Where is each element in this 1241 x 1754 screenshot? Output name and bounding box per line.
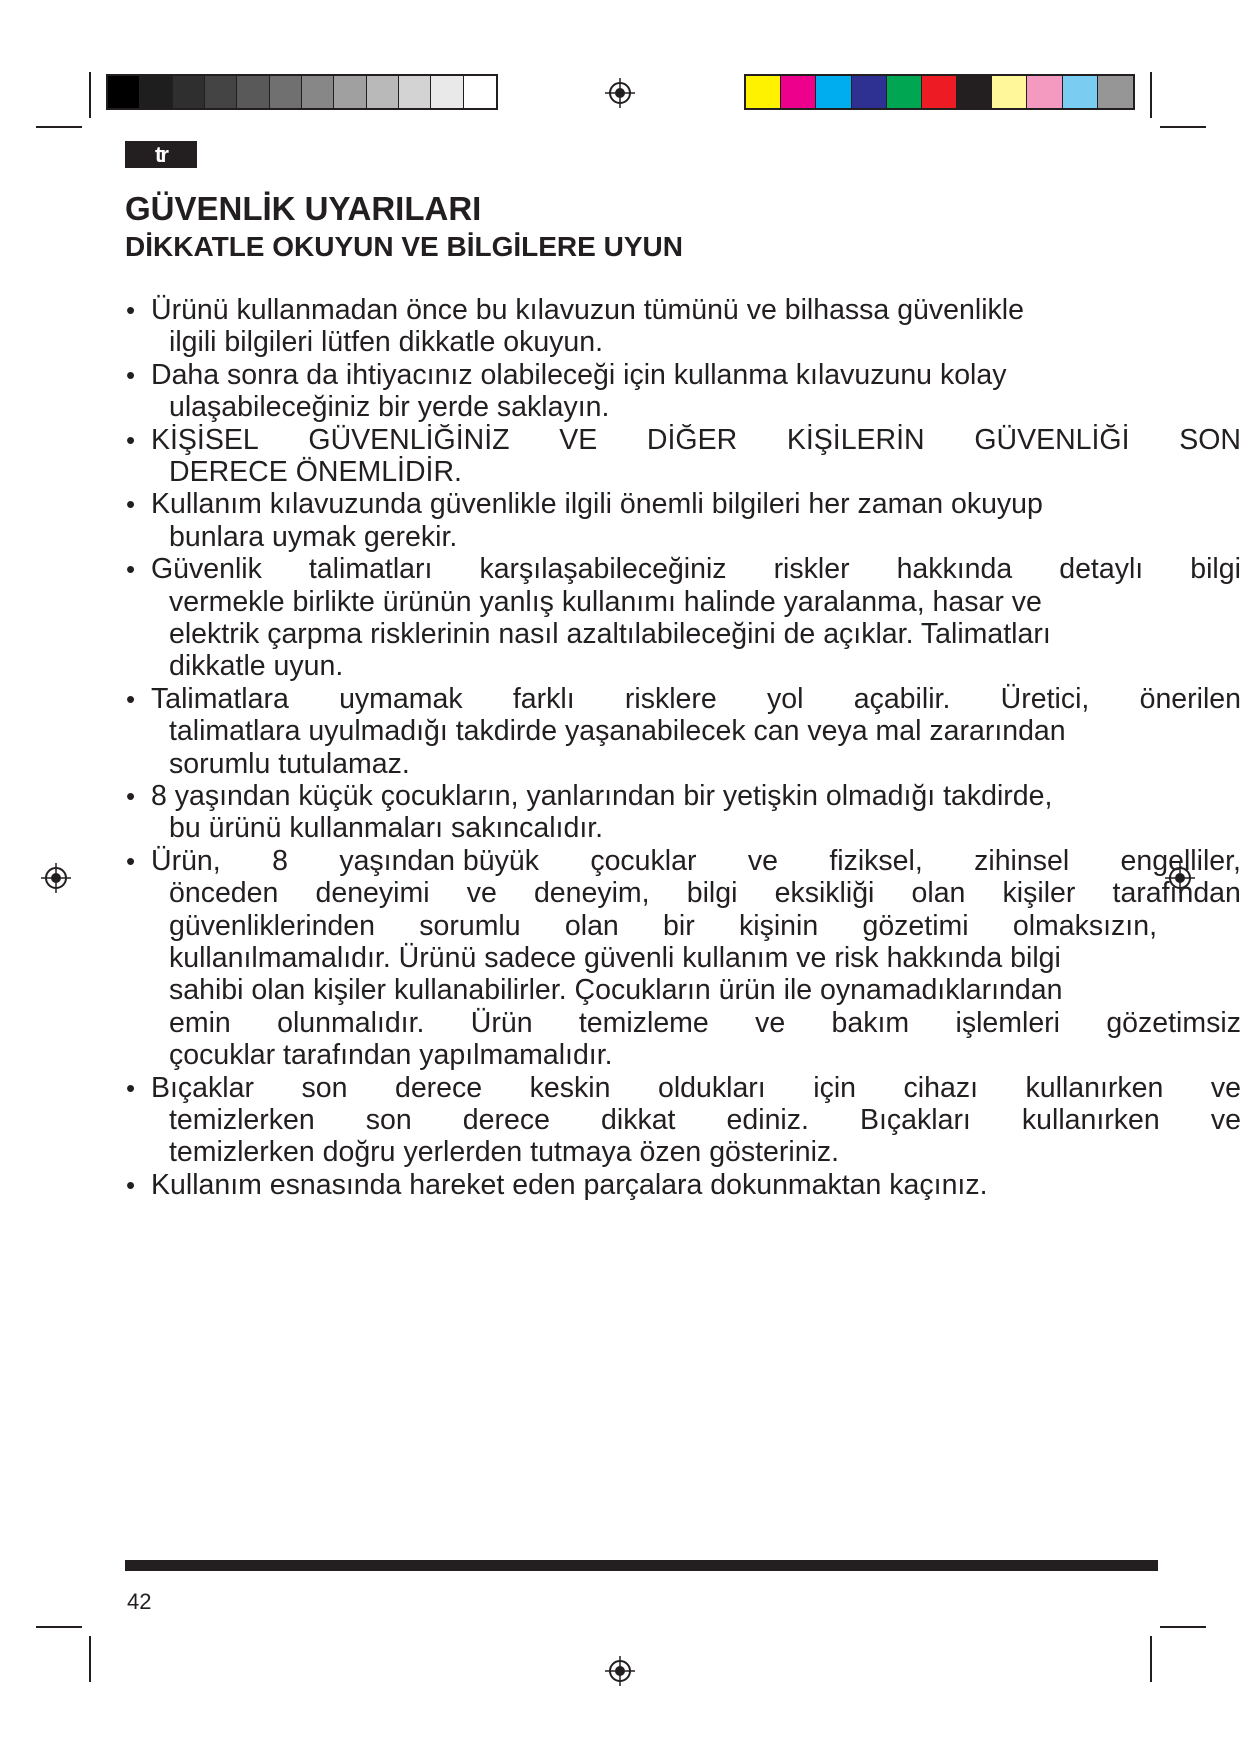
text-segment: kullanılmamalıdır. Ürünü sadece güvenli kullanım ve risk hakkında bilgi [169, 942, 1061, 974]
page-title: GÜVENLİK UYARILARI [125, 190, 482, 227]
text-segment: farklı [512, 682, 575, 715]
warning-item-line [169, 812, 603, 845]
warning-item-line [169, 877, 1241, 910]
warning-item-line [169, 521, 457, 554]
warning-item-line [169, 1104, 1241, 1137]
text-segment: emin [169, 1006, 231, 1039]
text-segment: gözetimsiz [1106, 1006, 1241, 1039]
text-segment: deneyimi [315, 877, 430, 910]
text-segment: DİĞER [646, 423, 738, 456]
text-segment: bilgi [686, 877, 738, 910]
text-segment: 8 yaşından küçük çocukların, yanlarından bir yetişkin olmadığı takdirde, [151, 780, 1053, 812]
text-segment: DERECE ÖNEMLİDİR. [169, 456, 462, 488]
text-segment: temizlerken doğru yerlerden tutmaya özen gösteriniz. [169, 1136, 840, 1169]
text-segment: Talimatlara [151, 682, 289, 715]
text-segment: Kullanım kılavuzunda güvenlikle ilgili önemli bilgileri her zaman okuyup [151, 488, 1043, 521]
text-segment: KİŞİLERİN [786, 423, 925, 456]
bullet-marker: • [126, 359, 136, 390]
text-segment: temizlerken [169, 1104, 315, 1136]
text-segment: kullanırken [1021, 1104, 1160, 1136]
warning-item-line [169, 974, 1062, 1007]
text-segment: oldukları [657, 1071, 766, 1104]
warning-item-first-line [151, 294, 1024, 327]
text-segment: karşılaşabileceğiniz [479, 553, 727, 586]
text-segment: Üretici, [1000, 682, 1090, 715]
bullet-marker: • [126, 489, 136, 520]
warning-item-line [169, 748, 410, 781]
text-segment: Bıçaklar [151, 1071, 254, 1104]
warning-item-line [169, 326, 603, 359]
text-segment: çocuklar tarafından yapılmamalıdır. [169, 1039, 613, 1072]
text-segment: kullanırken [1025, 1071, 1164, 1104]
text-segment: 8 [272, 844, 288, 877]
text-segment: olan [564, 909, 619, 942]
bullet-marker: • [126, 781, 136, 811]
text-segment: temizleme [578, 1006, 709, 1039]
text-segment: son [301, 1071, 348, 1104]
text-segment: önerilen [1139, 682, 1241, 715]
warning-item-first-line [151, 1072, 1241, 1105]
text-segment: yaşından büyük [339, 844, 539, 877]
text-segment: deneyim, [533, 877, 650, 910]
text-segment: SON [1179, 423, 1241, 456]
text-segment: için [813, 1071, 857, 1104]
bullet-marker: • [126, 1169, 136, 1200]
footer-rule [125, 1560, 1158, 1571]
text-segment: ve [747, 844, 778, 877]
text-segment: ediniz. [726, 1104, 809, 1136]
text-segment: KİŞİSEL [151, 423, 259, 456]
bullet-marker: • [126, 845, 136, 876]
text-segment: kişinin [739, 909, 819, 942]
warning-item-first-line [151, 359, 1006, 392]
text-segment: işlemleri [955, 1006, 1060, 1039]
bullet-marker: • [126, 683, 136, 714]
text-segment: talimatları [308, 553, 433, 586]
text-segment: olan [911, 877, 966, 910]
text-segment: dikkat [601, 1104, 676, 1136]
text-segment: Güvenlik [151, 553, 262, 586]
bullet-marker: • [126, 1072, 136, 1103]
warning-item-first-line [151, 1169, 988, 1202]
warning-item-first-line [151, 845, 1241, 878]
text-segment: ulaşabileceğiniz bir yerde saklayın. [169, 391, 610, 424]
text-segment: ve [1210, 1071, 1241, 1104]
text-segment: engelliler, [1120, 844, 1241, 877]
bullet-marker: • [126, 554, 136, 585]
text-segment: cihazı [903, 1071, 978, 1104]
warning-item-line [169, 715, 1066, 748]
text-segment: elektrik çarpma risklerinin nasıl azaltılabileceğini de açıklar. Talimatları [169, 618, 1051, 650]
warning-item-line [169, 910, 1157, 943]
text-segment: vermekle birlikte ürünün yanlış kullanımı halinde yaralanma, hasar ve [169, 585, 1042, 618]
text-segment: ve [466, 877, 497, 910]
text-segment: sahibi olan kişiler kullanabilirler. Çocukların ürün ile oynamadıklarından [169, 974, 1063, 1007]
text-segment: riskler [773, 553, 850, 586]
text-segment: talimatlara uyulmadığı takdirde yaşanabilecek can veya mal zararından [169, 715, 1066, 748]
text-segment: Kullanım esnasında hareket eden parçalara dokunmaktan kaçınız. [151, 1168, 988, 1201]
text-segment: Ürün, [151, 844, 221, 877]
text-segment: bir [663, 909, 695, 942]
bullet-marker: • [126, 295, 136, 325]
warning-item-first-line [151, 488, 1043, 521]
text-segment: risklere [624, 682, 717, 715]
warning-item-line [169, 650, 343, 683]
warning-item-line [169, 1136, 839, 1169]
text-segment: dikkatle uyun. [169, 650, 344, 683]
page-subtitle: DİKKATLE OKUYUN VE BİLGİLERE UYUN [125, 231, 683, 262]
text-segment: uymamak [339, 682, 463, 715]
text-segment: son [365, 1104, 412, 1136]
text-segment: detaylı [1059, 553, 1144, 586]
text-segment: güvenliklerinden [169, 909, 375, 942]
text-segment: VE [559, 423, 598, 456]
text-segment: kişiler [1002, 877, 1076, 910]
text-segment: ilgili bilgileri lütfen dikkatle okuyun. [169, 326, 604, 359]
bullet-marker: • [126, 424, 136, 455]
warning-item-line [169, 1039, 613, 1072]
text-segment: GÜVENLİĞİ [974, 423, 1130, 456]
text-segment: Ürün [470, 1006, 533, 1039]
text-segment: Daha sonra da ihtiyacınız olabileceği için kullanma kılavuzunu kolay [151, 358, 1007, 391]
text-segment: bunlara uymak gerekir. [169, 520, 458, 553]
page-number: 42 [127, 1589, 152, 1614]
warning-item-line [169, 586, 1042, 619]
text-segment: Ürünü kullanmadan önce bu kılavuzun tümünü ve bilhassa güvenlikle [151, 294, 1024, 326]
text-segment: keskin [529, 1071, 611, 1104]
text-segment: zihinsel [974, 844, 1070, 877]
warning-item-first-line [151, 553, 1241, 586]
warning-item-line [169, 618, 1051, 651]
text-segment: ve [755, 1006, 786, 1039]
text-segment: bilgi [1190, 553, 1241, 586]
text-segment: önceden [169, 877, 279, 910]
text-segment: GÜVENLİĞİNİZ [308, 423, 510, 456]
text-segment: bakım [831, 1006, 910, 1039]
warning-item-first-line [151, 424, 1241, 457]
warning-item-line [169, 942, 1061, 975]
text-segment: bu ürünü kullanmaları sakıncalıdır. [169, 812, 604, 845]
text-segment: gözetimi [862, 909, 969, 942]
text-segment: olunmalıdır. [277, 1006, 425, 1039]
text-segment: Bıçakları [859, 1104, 971, 1136]
text-segment: olmaksızın, [1012, 909, 1157, 942]
text-segment: sorumlu tutulamaz. [169, 747, 410, 780]
text-segment: hakkında [896, 553, 1013, 586]
text-segment: derece [462, 1104, 550, 1136]
text-segment: yol [767, 682, 804, 715]
text-segment: çocuklar [590, 844, 697, 877]
text-segment: derece [394, 1071, 483, 1104]
text-segment: sorumlu [419, 909, 521, 942]
language-tag: tr [125, 141, 197, 168]
text-segment: fiziksel, [829, 844, 923, 877]
warning-item-line [169, 456, 462, 489]
text-segment: ve [1210, 1104, 1241, 1136]
text-segment: açabilir. [853, 682, 951, 715]
warning-item-first-line [151, 780, 1052, 813]
text-segment: eksikliği [774, 877, 875, 910]
text-segment: tarafından [1112, 877, 1241, 910]
warning-item-line [169, 391, 609, 424]
warning-item-first-line [151, 683, 1241, 716]
warning-item-line [169, 1007, 1241, 1040]
